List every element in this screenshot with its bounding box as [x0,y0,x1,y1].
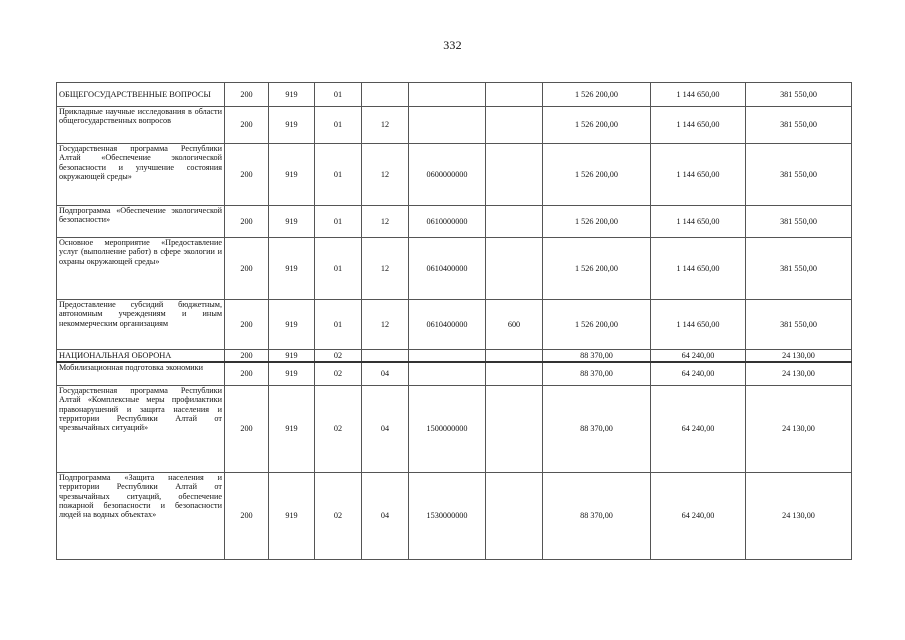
table-row [57,206,852,238]
cell-sum-3: 381 550,00 [746,107,852,144]
row-name: Государственная программа Республики Алтай «Обеспечение экологической безопасности и улучшение состояния окружающей среды» [57,144,225,206]
cell-subsection: 12 [362,238,409,300]
cell-section: 01 [315,83,362,107]
cell-admin: 200 [225,350,269,362]
cell-sum-1: 88 370,00 [543,473,651,560]
cell-expense-type: 600 [486,300,543,350]
row-name: Мобилизационная подготовка экономики [57,362,225,386]
page-number: 332 [443,38,462,52]
cell-ministry: 919 [269,350,315,362]
cell-ministry: 919 [269,238,315,300]
cell-admin: 200 [225,386,269,473]
cell-target [409,362,486,386]
cell-ministry: 919 [269,206,315,238]
cell-sum-1: 1 526 200,00 [543,83,651,107]
table-row [57,386,852,473]
cell-section: 01 [315,144,362,206]
table-row [57,300,852,350]
cell-ministry: 919 [269,83,315,107]
cell-subsection [362,83,409,107]
cell-sum-1: 1 526 200,00 [543,107,651,144]
cell-subsection: 12 [362,300,409,350]
cell-admin: 200 [225,107,269,144]
cell-ministry: 919 [269,107,315,144]
cell-sum-1: 1 526 200,00 [543,206,651,238]
row-name: Основное мероприятие «Предоставление услуг (выполнение работ) в сфере экологии и охраны окружающей среды» [57,238,225,300]
cell-admin: 200 [225,83,269,107]
cell-target [409,83,486,107]
row-name: Подпрограмма «Защита населения и территории Республики Алтай от чрезвычайных ситуаций, обеспечение пожарной безопасности и безопасности людей на водных объектах» [57,473,225,560]
cell-section: 02 [315,386,362,473]
cell-subsection: 12 [362,107,409,144]
cell-subsection: 04 [362,386,409,473]
cell-sum-3: 381 550,00 [746,206,852,238]
table-row [57,144,852,206]
cell-target: 0610000000 [409,206,486,238]
cell-section: 02 [315,473,362,560]
cell-subsection: 04 [362,362,409,386]
cell-sum-3: 381 550,00 [746,144,852,206]
cell-sum-2: 1 144 650,00 [651,144,746,206]
cell-ministry: 919 [269,144,315,206]
cell-target: 0600000000 [409,144,486,206]
cell-sum-2: 64 240,00 [651,362,746,386]
cell-sum-3: 381 550,00 [746,238,852,300]
cell-sum-1: 1 526 200,00 [543,144,651,206]
cell-expense-type [486,473,543,560]
cell-sum-2: 1 144 650,00 [651,206,746,238]
cell-target [409,107,486,144]
cell-expense-type [486,83,543,107]
cell-ministry: 919 [269,362,315,386]
cell-sum-2: 64 240,00 [651,386,746,473]
row-name: Предоставление субсидий бюджетным, автономным учреждениям и иным некоммерческим организациям [57,300,225,350]
table-row [57,107,852,144]
cell-admin: 200 [225,362,269,386]
cell-section: 01 [315,206,362,238]
cell-expense-type [486,238,543,300]
cell-section: 02 [315,362,362,386]
cell-sum-1: 1 526 200,00 [543,300,651,350]
cell-ministry: 919 [269,473,315,560]
cell-section: 01 [315,300,362,350]
row-name: НАЦИОНАЛЬНАЯ ОБОРОНА [57,350,225,362]
cell-sum-3: 24 130,00 [746,386,852,473]
cell-subsection: 04 [362,473,409,560]
cell-sum-3: 24 130,00 [746,362,852,386]
cell-sum-2: 1 144 650,00 [651,83,746,107]
cell-admin: 200 [225,473,269,560]
cell-section: 02 [315,350,362,362]
cell-subsection: 12 [362,206,409,238]
cell-sum-3: 381 550,00 [746,300,852,350]
cell-section: 01 [315,238,362,300]
table-row [57,83,852,107]
cell-sum-1: 88 370,00 [543,362,651,386]
cell-sum-2: 1 144 650,00 [651,300,746,350]
cell-expense-type [486,350,543,362]
budget-table [56,82,852,560]
cell-admin: 200 [225,238,269,300]
cell-sum-2: 64 240,00 [651,473,746,560]
cell-section: 01 [315,107,362,144]
row-name: ОБЩЕГОСУДАРСТВЕННЫЕ ВОПРОСЫ [57,83,225,107]
row-name: Подпрограмма «Обеспечение экологической безопасности» [57,206,225,238]
cell-expense-type [486,362,543,386]
cell-sum-3: 24 130,00 [746,473,852,560]
cell-expense-type [486,144,543,206]
cell-admin: 200 [225,206,269,238]
cell-target: 1530000000 [409,473,486,560]
table-row [57,350,852,362]
cell-ministry: 919 [269,386,315,473]
cell-sum-3: 24 130,00 [746,350,852,362]
table-row [57,473,852,560]
cell-ministry: 919 [269,300,315,350]
cell-sum-1: 88 370,00 [543,350,651,362]
cell-subsection [362,350,409,362]
cell-expense-type [486,386,543,473]
cell-subsection: 12 [362,144,409,206]
cell-target: 1500000000 [409,386,486,473]
cell-sum-2: 1 144 650,00 [651,238,746,300]
cell-sum-2: 1 144 650,00 [651,107,746,144]
table-row [57,238,852,300]
cell-sum-3: 381 550,00 [746,83,852,107]
table-row [57,362,852,386]
cell-admin: 200 [225,144,269,206]
cell-admin: 200 [225,300,269,350]
cell-expense-type [486,107,543,144]
cell-target: 0610400000 [409,300,486,350]
cell-sum-2: 64 240,00 [651,350,746,362]
row-name: Прикладные научные исследования в области общегосударственных вопросов [57,107,225,144]
cell-expense-type [486,206,543,238]
row-name: Государственная программа Республики Алтай «Комплексные меры профилактики правонарушений и защита населения и территории Республики Алтай от чрезвычайных ситуаций» [57,386,225,473]
cell-target: 0610400000 [409,238,486,300]
cell-target [409,350,486,362]
cell-sum-1: 1 526 200,00 [543,238,651,300]
cell-sum-1: 88 370,00 [543,386,651,473]
